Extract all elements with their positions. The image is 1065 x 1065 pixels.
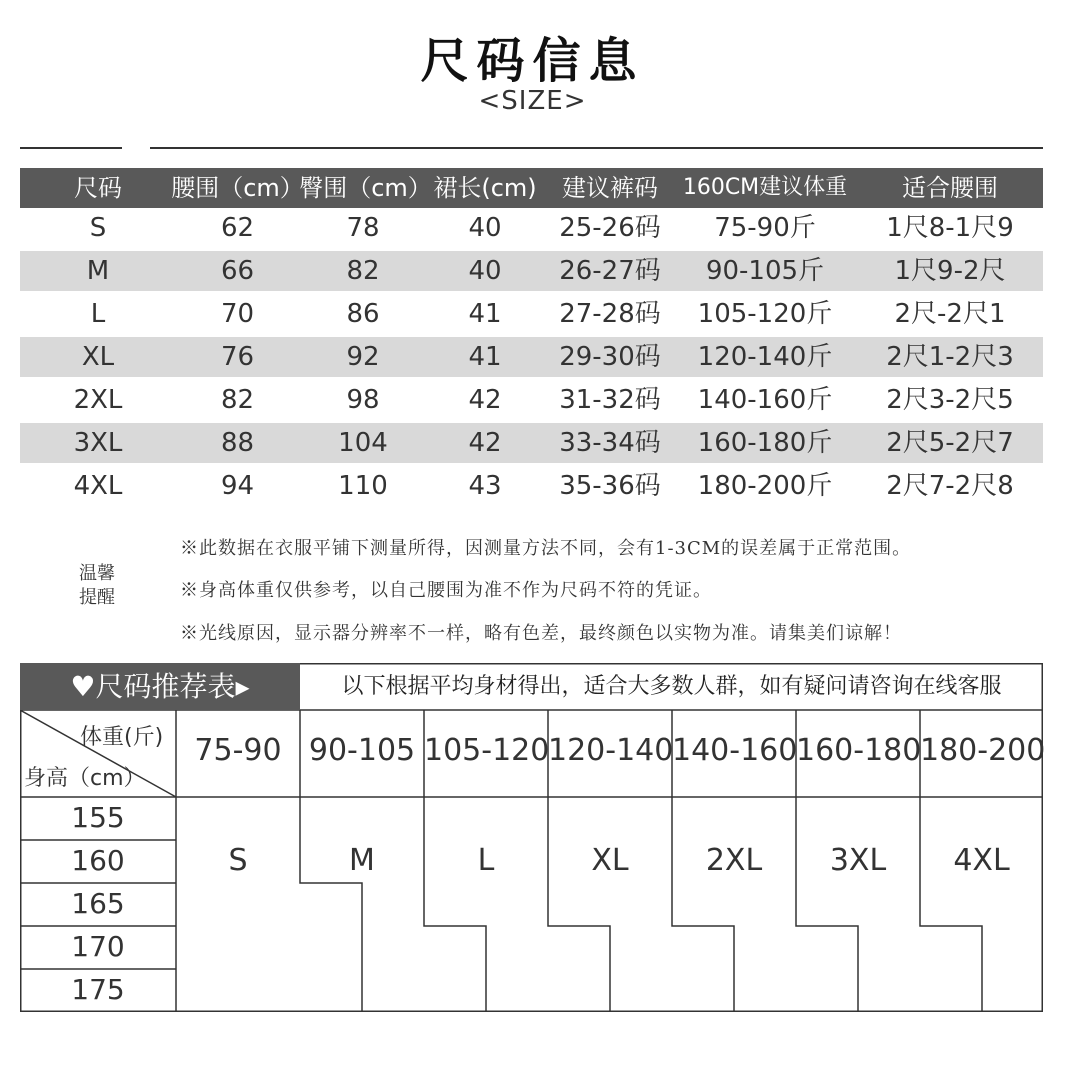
cell-length: 42 — [468, 385, 502, 415]
height-label: 165 — [71, 887, 125, 920]
cell-length: 40 — [468, 213, 502, 243]
cell-waist: 94 — [220, 471, 255, 501]
notes-label-line2: 提醒 — [79, 587, 115, 608]
height-label: 175 — [71, 973, 125, 1006]
region-border-2xl-3xl — [796, 797, 858, 1012]
header-pant-size: 建议裤码 — [562, 174, 658, 202]
cell-weight: 120-140斤 — [697, 342, 833, 372]
cell-pant: 31-32码 — [559, 385, 661, 415]
cell-waist: 62 — [220, 213, 255, 243]
cell-size: 4XL — [73, 471, 123, 501]
cell-hip: 78 — [346, 213, 380, 243]
cell-size: 3XL — [73, 428, 123, 458]
height-label: 160 — [71, 844, 125, 877]
size-table-header — [20, 168, 1043, 208]
cell-hip: 86 — [346, 299, 380, 329]
weight-label: 120-140 — [548, 733, 674, 768]
cell-fit-waist: 1尺8-1尺9 — [886, 213, 1014, 243]
table-row — [20, 423, 1043, 463]
cell-fit-waist: 2尺3-2尺5 — [886, 385, 1014, 415]
table-row — [20, 251, 1043, 291]
cell-weight: 160-180斤 — [697, 428, 833, 458]
cell-pant: 35-36码 — [559, 471, 661, 501]
recommended-size: 2XL — [705, 843, 763, 878]
notes-label — [62, 562, 132, 610]
cell-size: L — [90, 299, 106, 329]
cell-length: 42 — [468, 428, 502, 458]
cell-fit-waist: 2尺1-2尺3 — [886, 342, 1014, 372]
cell-hip: 104 — [338, 428, 388, 458]
size-recommendation-table — [20, 663, 1046, 1012]
cell-length: 41 — [468, 342, 502, 372]
divider-right — [150, 147, 1043, 149]
cell-pant: 25-26码 — [559, 213, 661, 243]
cell-waist: 70 — [220, 299, 255, 329]
table-row — [20, 294, 1043, 334]
page-title: 尺码信息 — [420, 33, 645, 89]
cell-fit-waist: 2尺7-2尺8 — [886, 471, 1014, 501]
note-item: ※光线原因，显示器分辨率不一样，略有色差，最终颜色以实物为准。请集美们谅解！ — [180, 623, 902, 644]
cell-size: M — [86, 256, 110, 286]
recommendation-note: 以下根据平均身材得出，适合大多数人群，如有疑问请咨询在线客服 — [341, 674, 1002, 699]
cell-size: 2XL — [73, 385, 123, 415]
header-waist: 腰围（cm） — [171, 174, 304, 202]
cell-waist: 82 — [220, 385, 255, 415]
weight-label: 90-105 — [308, 733, 416, 768]
cell-pant: 26-27码 — [559, 256, 661, 286]
recommended-size: 4XL — [953, 843, 1010, 878]
header-size: 尺码 — [74, 174, 122, 202]
recommendation-header: ♥尺码推荐表▸ — [20, 663, 300, 710]
corner-height-label: 身高（cm） — [24, 766, 146, 791]
cell-length: 41 — [468, 299, 502, 329]
page-subtitle: <SIZE> — [478, 86, 587, 116]
cell-weight: 90-105斤 — [705, 256, 825, 286]
header-skirt-length: 裙长(cm) — [433, 174, 537, 202]
recommended-size: S — [228, 843, 248, 878]
cell-waist: 88 — [220, 428, 255, 458]
cell-weight: 140-160斤 — [697, 385, 833, 415]
notes-label-line1: 温馨 — [79, 563, 115, 584]
region-border-m-l — [424, 797, 486, 1012]
region-border-l-xl — [548, 797, 610, 1012]
cell-weight: 180-200斤 — [697, 471, 833, 501]
cell-hip: 92 — [346, 342, 380, 372]
weight-label: 140-160 — [672, 733, 798, 768]
table-row — [20, 337, 1043, 377]
cell-hip: 82 — [346, 256, 380, 286]
divider-left — [20, 147, 122, 149]
recommended-size: M — [349, 843, 375, 878]
cell-length: 43 — [468, 471, 502, 501]
header-fit-waist: 适合腰围 — [902, 174, 998, 202]
header-weight: 160CM建议体重 — [682, 175, 848, 200]
weight-label: 180-200 — [920, 733, 1046, 768]
table-row — [20, 380, 1043, 420]
region-border-s-m — [300, 797, 362, 1012]
weight-label: 105-120 — [424, 733, 550, 768]
cell-size: XL — [81, 342, 115, 372]
corner-weight-label: 体重(斤) — [80, 725, 164, 750]
cell-pant: 33-34码 — [559, 428, 661, 458]
cell-size: S — [89, 213, 107, 243]
weight-label: 160-180 — [796, 733, 922, 768]
cell-waist: 66 — [220, 256, 255, 286]
cell-hip: 110 — [338, 471, 388, 501]
recommended-size: 3XL — [829, 843, 887, 878]
region-border-xl-2xl — [672, 797, 734, 1012]
recommended-size: L — [477, 843, 495, 878]
height-label: 170 — [71, 930, 125, 963]
cell-weight: 105-120斤 — [697, 299, 833, 329]
cell-fit-waist: 2尺5-2尺7 — [886, 428, 1014, 458]
cell-fit-waist: 1尺9-2尺 — [894, 256, 1006, 286]
table-row — [20, 208, 1043, 248]
note-item: ※身高体重仅供参考，以自己腰围为准不作为尺码不符的凭证。 — [180, 580, 712, 601]
recommended-size: XL — [591, 843, 629, 878]
cell-fit-waist: 2尺-2尺1 — [894, 299, 1006, 329]
weight-label: 75-90 — [194, 733, 282, 768]
cell-pant: 29-30码 — [559, 342, 661, 372]
cell-weight: 75-90斤 — [714, 213, 816, 243]
table-row — [20, 466, 1043, 506]
height-label: 155 — [71, 801, 125, 834]
cell-waist: 76 — [220, 342, 255, 372]
cell-length: 40 — [468, 256, 502, 286]
cell-pant: 27-28码 — [559, 299, 661, 329]
region-border-3xl-4xl — [920, 797, 982, 1012]
note-item: ※此数据在衣服平铺下测量所得，因测量方法不同，会有1-3CM的误差属于正常范围。 — [180, 538, 912, 559]
header-hip: 臀围（cm） — [299, 174, 432, 202]
cell-hip: 98 — [346, 385, 380, 415]
